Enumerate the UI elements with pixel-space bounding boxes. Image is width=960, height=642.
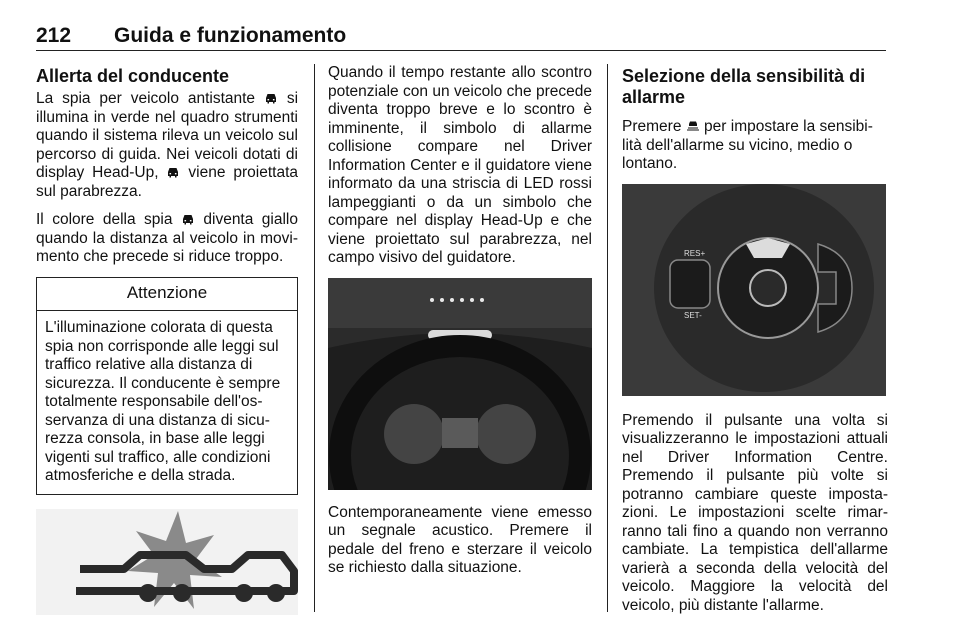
page-number: 212 <box>36 24 72 47</box>
car-distance-icon <box>686 120 700 132</box>
car-front-icon <box>181 213 195 225</box>
page-header <box>36 24 886 52</box>
collision-warning-illustration <box>36 509 298 615</box>
collision-symbol-icon <box>36 509 298 615</box>
warning-title: Attenzione <box>37 278 297 312</box>
steering-wheel-controls-photo <box>622 184 886 396</box>
column-divider-2 <box>607 64 608 612</box>
warning-box <box>36 277 298 495</box>
section-heading-sensitivity: Selezione della sensibilità di allarme <box>622 66 866 107</box>
column-divider-1 <box>314 64 315 612</box>
set-label: SET- <box>684 310 702 320</box>
warning-body: L'illuminazione colorata di questa spia non corrisponde alle leggi sul traffico relative alla distanza di sicurezza. Il conducente è sempre totalmente responsabile dell'os-servanza di una distanza di sicu-rezza consola, in base alle leggi vigenti sul traffico, alle condizioni atmosferiche e della strada. <box>45 319 281 484</box>
paragraph-acoustic-signal: Contemporaneamente viene emesso un segnale acustico. Premere il pedale del freno e sterzare il veicolo se richiesto dalla situazione. <box>328 503 592 576</box>
steering-wheel-buttons-illustration <box>622 184 886 396</box>
header-divider <box>36 50 886 51</box>
paragraph-collision-warning: Quando il tempo restante allo scontro potenziale con un veicolo che precede diventa troppo breve e lo scontro è imminente, il simbolo di allarme collisione compare nel Driver Information Center e il guidatore viene informato da una striscia di LED rossi lampeggianti o da un simbolo che compare nel display Head-Up e che viene proiettato sul parabrezza, nel campo visivo del guidatore. <box>328 64 592 266</box>
paragraph-vehicle-ahead: La spia per veicolo antistante si illumina in verde nel quadro strumenti quando il sistema rileva un veicolo sul percorso di guida. Nei veicoli dotati di display Head-Up, viene proiettata sul parabrezza. <box>36 90 299 200</box>
column-3 <box>622 64 888 625</box>
column-2 <box>328 64 592 588</box>
column-1 <box>36 64 298 615</box>
res-label: RES+ <box>684 248 706 258</box>
paragraph-sensitivity-settings: Premendo il pulsante una volta si visualizzeranno le impostazioni attuali nel Driver Information Centre. Premendo il pulsante più volte si potranno cambiare queste imposta-zioni. Le impostazioni scelte rimar-ranno tali fino a quando non verranno cambiate. La tempistica dell'allarme varierà a seconda della velocità del veicolo. Maggiore la velocità del veicolo, più distante l'allarme. <box>622 411 888 614</box>
chapter-title: Guida e funzionamento <box>114 24 347 47</box>
car-front-icon <box>264 92 278 104</box>
section-heading-driver-alert: Allerta del conducente <box>36 66 230 86</box>
car-front-icon <box>166 166 180 178</box>
paragraph-yellow-light: Il colore della spia diventa giallo quando la distanza al veicolo in movi-mento che precede si riduce troppo. <box>36 211 298 265</box>
steering-wheel-illustration <box>328 278 592 490</box>
cockpit-hud-photo <box>328 278 592 490</box>
paragraph-sensitivity-button: Premere per impostare la sensibi-lità dell'allarme su vicino, medio o lontano. <box>622 118 873 172</box>
